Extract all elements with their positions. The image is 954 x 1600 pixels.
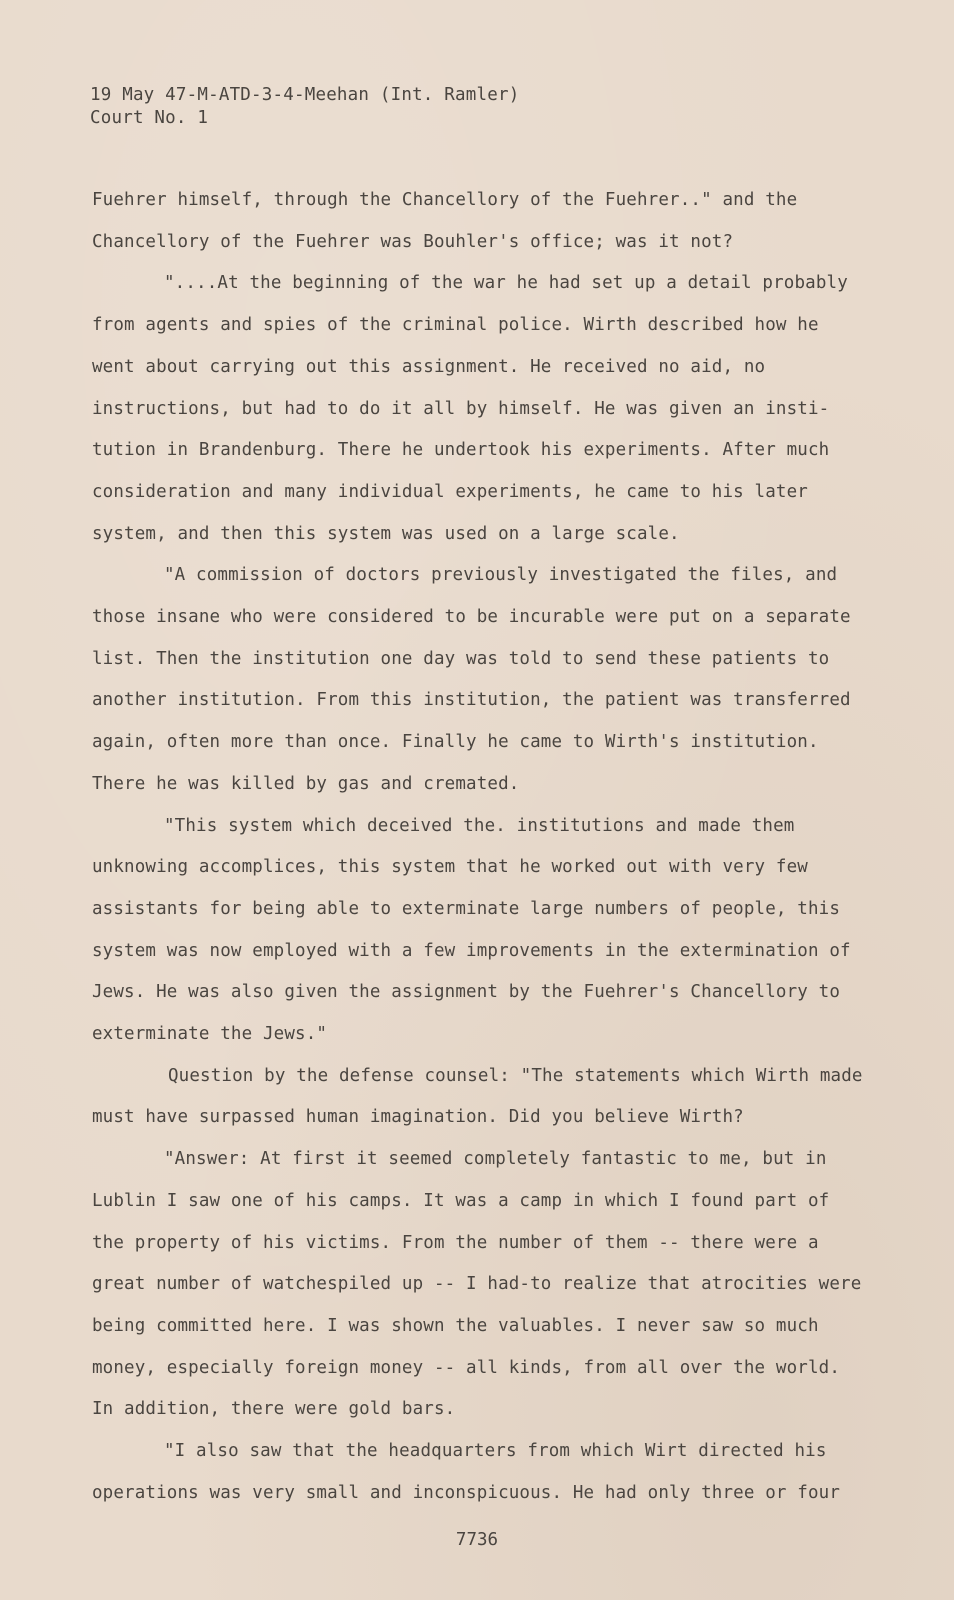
text-line: exterminate the Jews." (92, 1024, 328, 1045)
text-line: system was now employed with a few improvements in the extermination of (92, 940, 851, 961)
text-line: "This system which deceived the. institutions and made them (164, 815, 795, 836)
text-line: "A commission of doctors previously investigated the files, and (164, 565, 838, 586)
text-line: "I also saw that the headquarters from which Wirt directed his (164, 1441, 827, 1462)
text-line: system, and then this system was used on a large scale. (92, 523, 680, 544)
text-line: operations was very small and inconspicuous. He had only three or four (92, 1482, 841, 1503)
text-line: again, often more than once. Finally he came to Wirth's institution. (92, 732, 819, 753)
text-line: must have surpassed human imagination. Did you believe Wirth? (92, 1107, 744, 1128)
page-number: 7736 (455, 1530, 499, 1550)
text-line: assistants for being able to exterminate large numbers of people, this (92, 898, 841, 919)
text-line: Chancellory of the Fuehrer was Bouhler's office; was it not? (92, 231, 734, 252)
text-line: from agents and spies of the criminal police. Wirth described how he (92, 315, 819, 336)
text-line: Jews. He was also given the assignment by the Fuehrer's Chancellory to (92, 982, 841, 1003)
text-line: In addition, there were gold bars. (92, 1399, 456, 1420)
text-line: money, especially foreign money -- all kinds, from all over the world. (92, 1357, 841, 1378)
text-line: consideration and many individual experiments, he came to his later (92, 481, 808, 502)
header-court-line: Court No. 1 (90, 108, 209, 128)
text-line: the property of his victims. From the number of them -- there were a (92, 1232, 819, 1253)
text-line: being committed here. I was shown the valuables. I never saw so much (92, 1315, 819, 1336)
text-line: There he was killed by gas and cremated. (92, 773, 520, 794)
text-line: Question by the defense counsel: "The statements which Wirth made (168, 1065, 863, 1086)
transcript-body (92, 180, 863, 1515)
text-line: "....At the beginning of the war he had set up a detail probably (164, 273, 848, 294)
text-line: instructions, but had to do it all by himself. He was given an insti- (92, 398, 830, 419)
text-line: "Answer: At first it seemed completely fantastic to me, but in (164, 1149, 827, 1170)
text-line: tution in Brandenburg. There he undertook his experiments. After much (92, 440, 830, 461)
text-line: unknowing accomplices, this system that he worked out with very few (92, 857, 808, 878)
text-line: list. Then the institution one day was told to send these patients to (92, 648, 830, 669)
text-line: those insane who were considered to be incurable were put on a separate (92, 607, 851, 628)
text-line: great number of watchespiled up -- I had-to realize that atrocities were (92, 1274, 862, 1295)
text-line: Fuehrer himself, through the Chancellory of the Fuehrer.." and the (92, 190, 798, 210)
header-reference-line: 19 May 47-M-ATD-3-4-Meehan (Int. Ramler) (90, 85, 520, 105)
text-line: another institution. From this institution, the patient was transferred (92, 690, 851, 711)
document-header (90, 84, 519, 130)
text-line: Lublin I saw one of his camps. It was a camp in which I found part of (92, 1190, 830, 1211)
text-line: went about carrying out this assignment. He received no aid, no (92, 356, 766, 377)
